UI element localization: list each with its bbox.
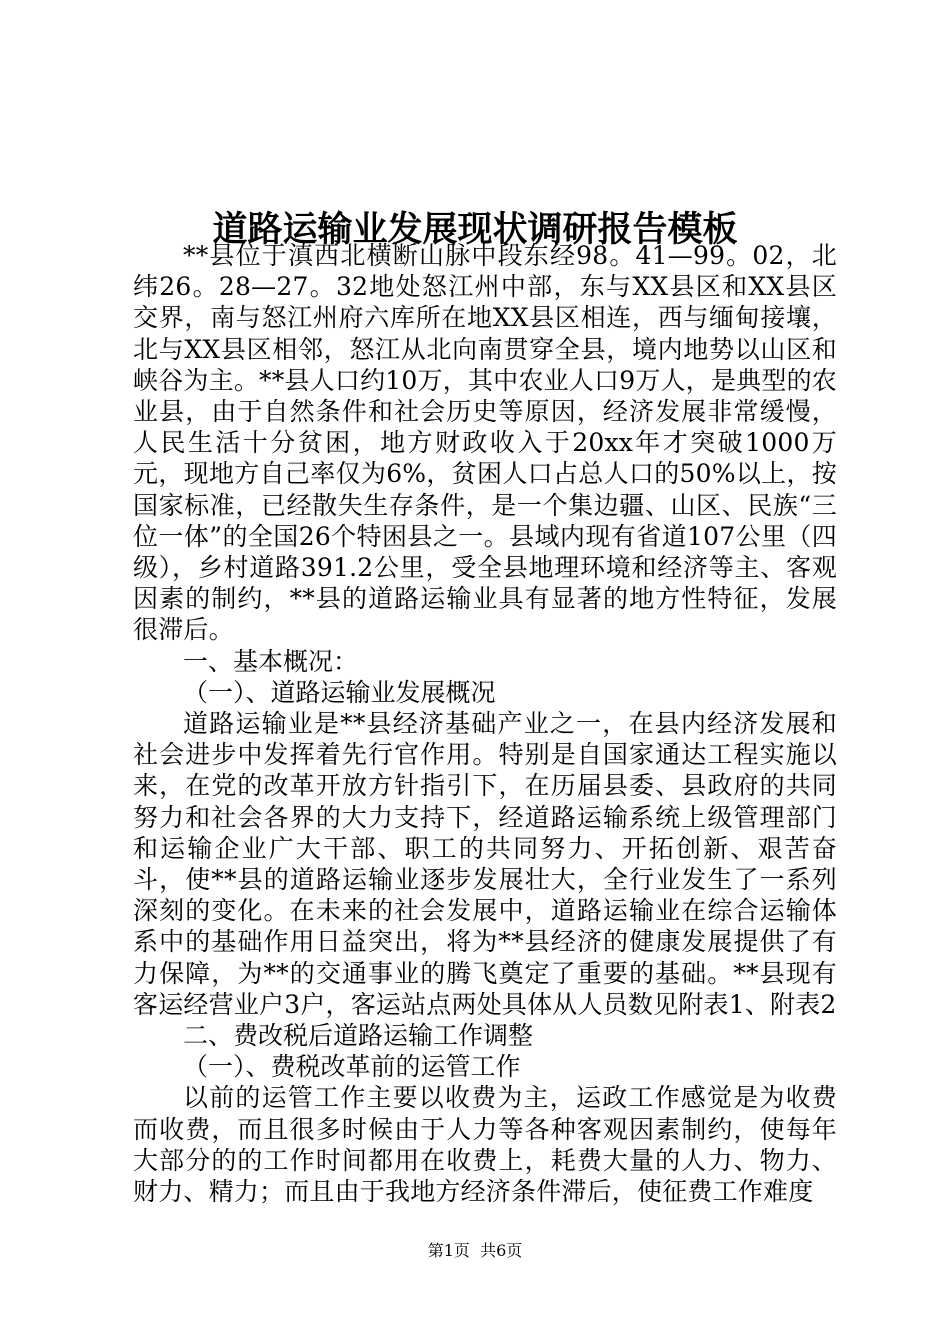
subsection-heading-transport-overview: （一）、道路运输业发展概况 <box>183 677 496 707</box>
paragraph-before-reform: 以前的运管工作主要以收费为主，运政工作感觉是为收费而收费，而且很多时候由于人力等各种客观因素制约，使每年大部分的的工作时间都用在收费上，耗费大量的人力、物力、财力、精力；而且由于我地方经济条件滞后，使征费工作难度 <box>133 1083 837 1207</box>
section-heading-tax-reform: 二、费改税后道路运输工作调整 <box>183 1021 534 1051</box>
page-number-footer: 第1页 共6页 <box>427 1241 523 1260</box>
subsection-heading-before-reform: （一）、费税改革前的运管工作 <box>183 1052 521 1082</box>
paragraph-transport-overview: 道路运输业是**县经济基础产业之一，在县内经济发展和社会进步中发挥着先行官作用。特别是自国家通达工程实施以来，在党的改革开放方针指引下，在历届县委、县政府的共同努力和社会各界的大力支持下，经道路运输系统上级管理部门和运输企业广大干部、职工的共同努力、开拓创新、艰苦奋斗，使**县的道路运输业逐步发展壮大，全行业发生了一系列深刻的变化。在未来的社会发展中，道路运输业在综合运输体系中的基础作用日益突出，将为**县经济的健康发展提供了有力保障，为**的交通事业的腾飞奠定了重要的基础。**县现有客运经营业户3户，客运站点两处具体从人员数见附表1、附表2 <box>133 709 837 1019</box>
paragraph-intro: **县位于滇西北横断山脉中段东经98。41—99。02，北纬26。28—27。32地处怒江州中部，东与XX县区和XX县区交界，南与怒江州府六库所在地XX县区相连，西与缅甸接壤，北与XX县区相邻，怒江从北向南贯穿全县，境内地势以山区和峡谷为主。**县人口约10万，其中农业人口9万人，是典型的农业县，由于自然条件和社会历史等原因，经济发展非常缓慢，人民生活十分贫困，地方财政收入于20xx年才突破1000万元，现地方自己率仅为6%，贫困人口占总人口的50%以上，按国家标准，已经散失生存条件，是一个集边疆、山区、民族“三位一体”的全国26个特困县之一。县域内现有省道107公里（四级），乡村道路391.2公里，受全县地理环境和经济等主、客观因素的制约，**县的道路运输业具有显著的地方性特征，发展很滞后。 <box>133 241 837 645</box>
section-heading-basic-overview: 一、基本概况： <box>183 646 359 676</box>
document-title: 道路运输业发展现状调研报告模板 <box>212 210 738 251</box>
document-body <box>133 240 837 1207</box>
